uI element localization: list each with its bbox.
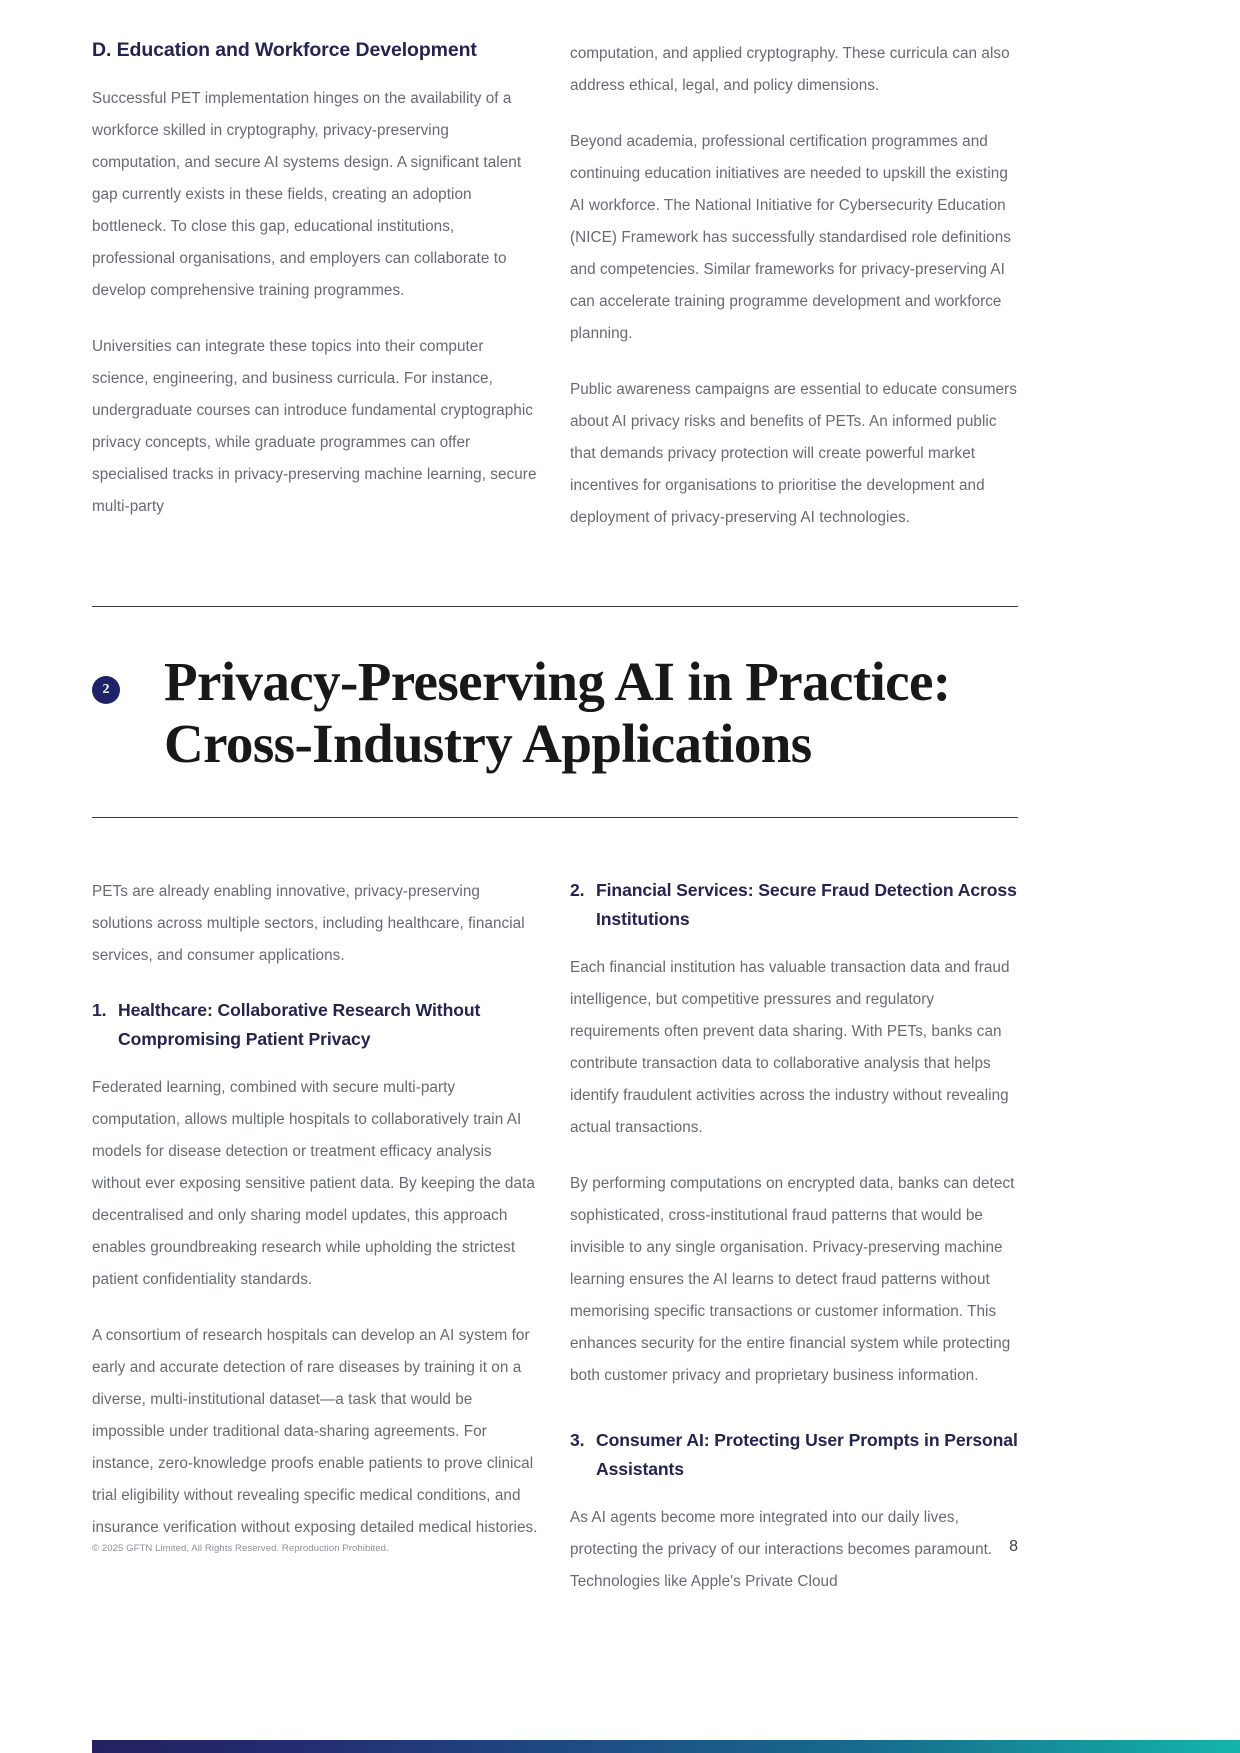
page-number: 8 [1009, 1538, 1018, 1555]
numbered-heading-text: Consumer AI: Protecting User Prompts in Personal Assistants [596, 1430, 1018, 1479]
paragraph: As AI agents become more integrated into our daily lives, protecting the privacy of our interactions becomes paramount. Technologies like Apple's Private Cloud [570, 1509, 993, 1590]
top-section-right-column [570, 38, 1018, 534]
numbered-heading-number: 2. [570, 880, 585, 900]
paragraph: Successful PET implementation hinges on the availability of a workforce skilled in cryptography, privacy-preserving computation, and secure AI systems design. A significant talent gap currently exists in these fields, creating an adoption bottleneck. To close this gap, educational institutions, professional organisations, and employers can collaborate to develop comprehensive training programmes. [92, 90, 522, 300]
paragraph: Each financial institution has valuable transaction data and fraud intelligence, but competitive pressures and regulatory requirements often prevent data sharing. With PETs, banks can contribute transaction data to collaborative analysis that helps identify fraudulent activities across the industry without revealing actual transactions. [570, 959, 1010, 1136]
page-footer [92, 1538, 1018, 1556]
paragraph: Beyond academia, professional certification programmes and continuing education initiatives are needed to upskill the existing AI workforce. The National Initiative for Cybersecurity Education (NICE) Framework has successfully standardised role definitions and competencies. Similar frameworks for privacy-preserving AI can accelerate training programme development and workforce planning. [570, 133, 1011, 342]
paragraph: Public awareness campaigns are essential to educate consumers about AI privacy risks and benefits of PETs. An informed public that demands privacy protection will create powerful market incentives for organisations to prioritise the development and deployment of privacy-preserving AI technologies. [570, 381, 1017, 526]
page-content [92, 38, 1018, 1598]
numbered-heading-number: 3. [570, 1430, 585, 1450]
section-spacer [92, 534, 1018, 606]
paragraph: A consortium of research hospitals can develop an AI system for early and accurate detection of rare diseases by training it on a diverse, multi-institutional dataset—a task that would be impossible under traditional data-sharing agreements. For instance, zero-knowledge proofs enable patients to prove clinical trial eligibility without revealing specific medical conditions, and insurance verification without exposing detailed medical histories. [92, 1327, 538, 1536]
bottom-section-right-column [570, 876, 1018, 1598]
top-section-left-column [92, 38, 540, 523]
footer-gradient-bar [92, 1740, 1240, 1753]
paragraph: Federated learning, combined with secure multi-party computation, allows multiple hospitals to collaboratively train AI models for disease detection or treatment efficacy analysis without ever exposing sensitive patient data. By keeping the data decentralised and only sharing model updates, this approach enables groundbreaking research while upholding the strictest patient confidentiality standards. [92, 1079, 535, 1288]
chapter-number-badge: 2 [92, 676, 120, 704]
section-heading-education: D. Education and Workforce Development [92, 39, 477, 61]
top-section-columns [92, 38, 1018, 534]
chapter-title: Privacy-Preserving AI in Practice: Cross-Industry Applications [164, 651, 951, 774]
bottom-section-left-column [92, 876, 540, 1544]
copyright-notice: © 2025 GFTN Limited, All Rights Reserved. Reproduction Prohibited. [92, 1543, 389, 1554]
numbered-heading-financial-services [570, 876, 1018, 934]
paragraph: Universities can integrate these topics into their computer science, engineering, and business curricula. For instance, undergraduate courses can introduce fundamental cryptographic privacy concepts, while graduate programmes can offer specialised tracks in privacy-preserving machine learning, secure multi-party [92, 338, 537, 516]
hero-bottom-spacer [92, 818, 1018, 876]
chapter-heading-block [92, 607, 1018, 817]
numbered-heading-consumer-ai [570, 1426, 1018, 1484]
intro-paragraph: PETs are already enabling innovative, privacy-preserving solutions across multiple sectors, including healthcare, financial services, and consumer applications. [92, 883, 525, 964]
paragraph: By performing computations on encrypted data, banks can detect sophisticated, cross-institutional fraud patterns that would be invisible to any single organisation. Privacy-preserving machine learning ensures the AI learns to detect fraud patterns without memorising specific transactions or customer information. This enhances security for the entire financial system while protecting both customer privacy and proprietary business information. [570, 1175, 1015, 1384]
bottom-section-columns [92, 876, 1018, 1598]
paragraph: computation, and applied cryptography. These curricula can also address ethical, legal, and policy dimensions. [570, 45, 1010, 94]
numbered-heading-healthcare [92, 996, 540, 1054]
numbered-heading-text: Financial Services: Secure Fraud Detection Across Institutions [596, 880, 1017, 929]
numbered-heading-text: Healthcare: Collaborative Research Without Compromising Patient Privacy [118, 1000, 481, 1049]
numbered-heading-number: 1. [92, 1000, 107, 1020]
